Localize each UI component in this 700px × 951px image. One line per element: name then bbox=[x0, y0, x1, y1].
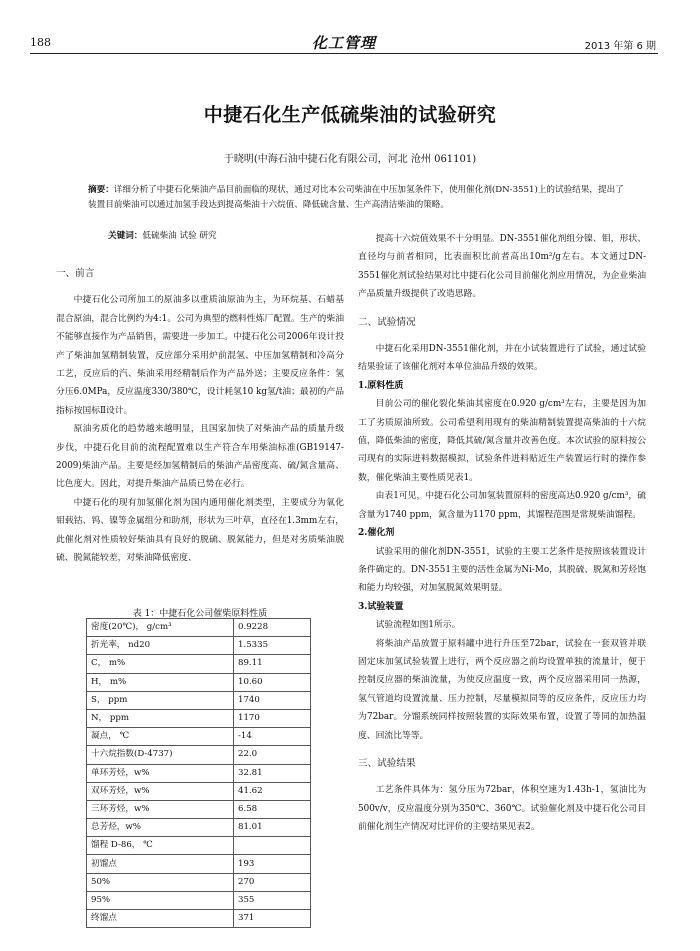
paragraph: 中捷石化的现有加氢催化剂为国内通用催化剂类型，主要成分为氧化钼载钴、钨、镍等金属组分和助剂，形状为三叶草，直径在1.3mm左右，此催化剂对性质较好柴油具有良好的脱硫、脱氮能力，但是对劣质柴油脱硫、脱氮能较差，对柴油降低密度、 bbox=[56, 497, 344, 564]
subsection-heading: 2.催化剂 bbox=[358, 528, 395, 539]
property-value: 270 bbox=[234, 873, 311, 891]
subsection-heading: 3.试验装置 bbox=[358, 601, 404, 612]
property-value: 10.60 bbox=[234, 673, 311, 691]
property-name: 密度(20℃)， g/cm³ bbox=[87, 619, 234, 637]
property-value bbox=[234, 837, 311, 855]
table-row bbox=[87, 637, 311, 655]
section-heading: 一、前言 bbox=[56, 268, 95, 279]
property-name: 95% bbox=[87, 891, 234, 909]
property-value: 1.5335 bbox=[234, 637, 311, 655]
property-name: N， ppm bbox=[87, 709, 234, 727]
property-value: 22.0 bbox=[234, 746, 311, 764]
property-value: 32.81 bbox=[234, 764, 311, 782]
property-name: 三环芳烃，w% bbox=[87, 800, 234, 818]
property-value: 1170 bbox=[234, 709, 311, 727]
property-value: 41.62 bbox=[234, 782, 311, 800]
property-name: 终馏点 bbox=[87, 910, 234, 928]
property-value: 0.9228 bbox=[234, 619, 311, 637]
property-name: H， m% bbox=[87, 673, 234, 691]
table-row bbox=[87, 709, 311, 727]
property-value: 193 bbox=[234, 855, 311, 873]
table-row bbox=[87, 691, 311, 709]
property-name: 馏程 D-86， ℃ bbox=[87, 837, 234, 855]
abstract bbox=[88, 183, 624, 213]
table-row bbox=[87, 728, 311, 746]
property-name: 双环芳烃，w% bbox=[87, 782, 234, 800]
table-row bbox=[87, 837, 311, 855]
property-name: 总芳烃，w% bbox=[87, 819, 234, 837]
header-rule bbox=[30, 53, 658, 54]
keywords bbox=[108, 229, 217, 241]
paragraph: 目前公司的催化裂化柴油其密度在0.920 g/cm³左右，主要是因为加工了劣质原油所致。公司希望利用现有的柴油精制装置提高柴油的十六烷值，降低柴油的密度，降低其硫/氮含量并改善色度。本次试验的原料按公司现有的实际进料数据模拟，试验条件进料贴近生产装置运行时的操作参数，催化柴油主要性质见表1。 bbox=[358, 399, 646, 483]
paragraph: 中捷石化公司所加工的原油多以重质油原油为主，为环烷基、石蜡基混合原油，混合比例约为4:1。公司为典型的燃料性炼厂配置。生产的柴油不能够直接作为产品销售，需要进一步加工。中捷石化公司2006年设计投产了柴油加氢精制装置，反应部分采用炉前混氢、中压加氢精制和冷高分工艺，反应后的汽、柴油采用经精制后作为产品外送；主要反应条件：氢分压6.0MPa，反应温度330/380℃，设计耗氢10 kg氢/t油；最初的产品指标按国标Ⅱ设计。 bbox=[56, 295, 344, 416]
property-value: 1740 bbox=[234, 691, 311, 709]
issue-label: 2013 年第 6 期 bbox=[584, 41, 656, 52]
table-row bbox=[87, 910, 311, 928]
property-value: 371 bbox=[234, 910, 311, 928]
paragraph: 工艺条件具体为：氢分压为72bar，体积空速为1.43h-1，氢油比为500v/v，反应温度分别为350℃、360℃。试验催化剂及中捷石化公司目前催化剂生产情况对比评价的主要结果见表2。 bbox=[358, 785, 646, 833]
paragraph: 试验流程如图1所示。 bbox=[375, 620, 461, 631]
property-name: C， m% bbox=[87, 655, 234, 673]
journal-logo: 化工管理 bbox=[312, 34, 377, 52]
paragraph: 提高十六烷值效果不十分明显。DN-3551催化剂组分镍、钼，形状、直径均与前者相同，比表面积比前者高出10m²/g左右。本文通过DN-3551催化剂试验结果对比中捷石化公司目前催化剂应用情况，为企业柴油产品质量升级提供了改造思路。 bbox=[358, 234, 646, 300]
section-heading: 二、试验情况 bbox=[358, 316, 416, 328]
property-name: S， ppm bbox=[87, 691, 234, 709]
abstract-label: 摘要： bbox=[88, 185, 114, 195]
paragraph: 由表1可见，中捷石化公司加氢装置原料的密度高达0.920 g/cm³，硫含量为1740 ppm，氮含量为1170 ppm，其馏程范围是常规柴油馏程。 bbox=[358, 491, 646, 520]
property-name: 初馏点 bbox=[87, 855, 234, 873]
table-row bbox=[87, 891, 311, 909]
right-column bbox=[358, 230, 646, 837]
subsection-heading: 1.原料性质 bbox=[358, 380, 404, 391]
property-value: 89.11 bbox=[234, 655, 311, 673]
section-heading: 三、试验结果 bbox=[358, 757, 416, 769]
property-value: -14 bbox=[234, 728, 311, 746]
property-value: 81.01 bbox=[234, 819, 311, 837]
table-row bbox=[87, 746, 311, 764]
table-row bbox=[87, 819, 311, 837]
property-name: 50% bbox=[87, 873, 234, 891]
property-value: 355 bbox=[234, 891, 311, 909]
property-name: 凝点， ℃ bbox=[87, 728, 234, 746]
page-number: 188 bbox=[30, 36, 51, 49]
keywords-text: 低硫柴油 试验 研究 bbox=[142, 231, 217, 241]
property-name: 十六烷指数(D-4737) bbox=[87, 746, 234, 764]
paragraph: 原油劣质化的趋势越来越明显，且国家加快了对柴油产品的质量升级步伐，中捷石化目前的流程配置难以生产符合车用柴油标准(GB19147-2009)柴油产品。主要是经加氢精制后的柴油产品密度高、硫/氮含量高、比色度大。因此，对提升柴油产品质已势在必行。 bbox=[56, 424, 344, 490]
abstract-text: 详细分析了中捷石化柴油产品目前面临的现状，通过对比本公司柴油在中压加氢条件下，使用催化剂(DN-3551)上的试验结果，提出了装置目前柴油可以通过加氢手段达到提高柴油十六烷值、降低硫含量、生产高清洁柴油的策略。 bbox=[88, 185, 624, 210]
paragraph: 试验采用的催化剂DN-3551，试验的主要工艺条件是按照该装置设计条件确定的。DN-3551主要的活性金属为Ni-Mo，其脱硫、脱氮和芳烃饱和能力均较强，对加氢脱氮效果明显。 bbox=[358, 546, 646, 594]
table-row bbox=[87, 873, 311, 891]
paper-title: 中捷石化生产低硫柴油的试验研究 bbox=[203, 104, 497, 126]
property-name: 单环芳烃，w% bbox=[87, 764, 234, 782]
author-line: 于晓明(中海石油中捷石化有限公司，河北 沧州 061101) bbox=[223, 154, 477, 165]
table-row bbox=[87, 855, 311, 873]
table-caption: 表 1：中捷石化公司催柴原料性质 bbox=[132, 609, 268, 619]
paragraph: 中捷石化采用DN-3551催化剂，并在小试装置进行了试验，通过试验结果验证了该催化剂对本单位油品升级的效果。 bbox=[358, 344, 646, 373]
table-row bbox=[87, 782, 311, 800]
feedstock-properties-table bbox=[86, 618, 311, 928]
table-row bbox=[87, 619, 311, 637]
paragraph: 将柴油产品放置于原料罐中进行升压至72bar，试验在一套双管并联固定床加氢试验装置上进行，两个反应器之前均设置单独的流量计，便于控制反应器的柴油流量，为使反应温度一致，两个反应器采用同一热源，氢气管道均设置流量、压力控制，尽量模拟同等的反应条件，反应压力均为72bar。分馏系统同样按照装置的实际效果布置，设置了等同的加热温度、回流比等等。 bbox=[358, 638, 646, 741]
property-value: 6.58 bbox=[234, 800, 311, 818]
property-name: 折光率， nd20 bbox=[87, 637, 234, 655]
table-row bbox=[87, 800, 311, 818]
keywords-label: 关键词： bbox=[108, 231, 143, 241]
table-row bbox=[87, 655, 311, 673]
table-row bbox=[87, 673, 311, 691]
left-column bbox=[56, 255, 344, 568]
table-row bbox=[87, 764, 311, 782]
